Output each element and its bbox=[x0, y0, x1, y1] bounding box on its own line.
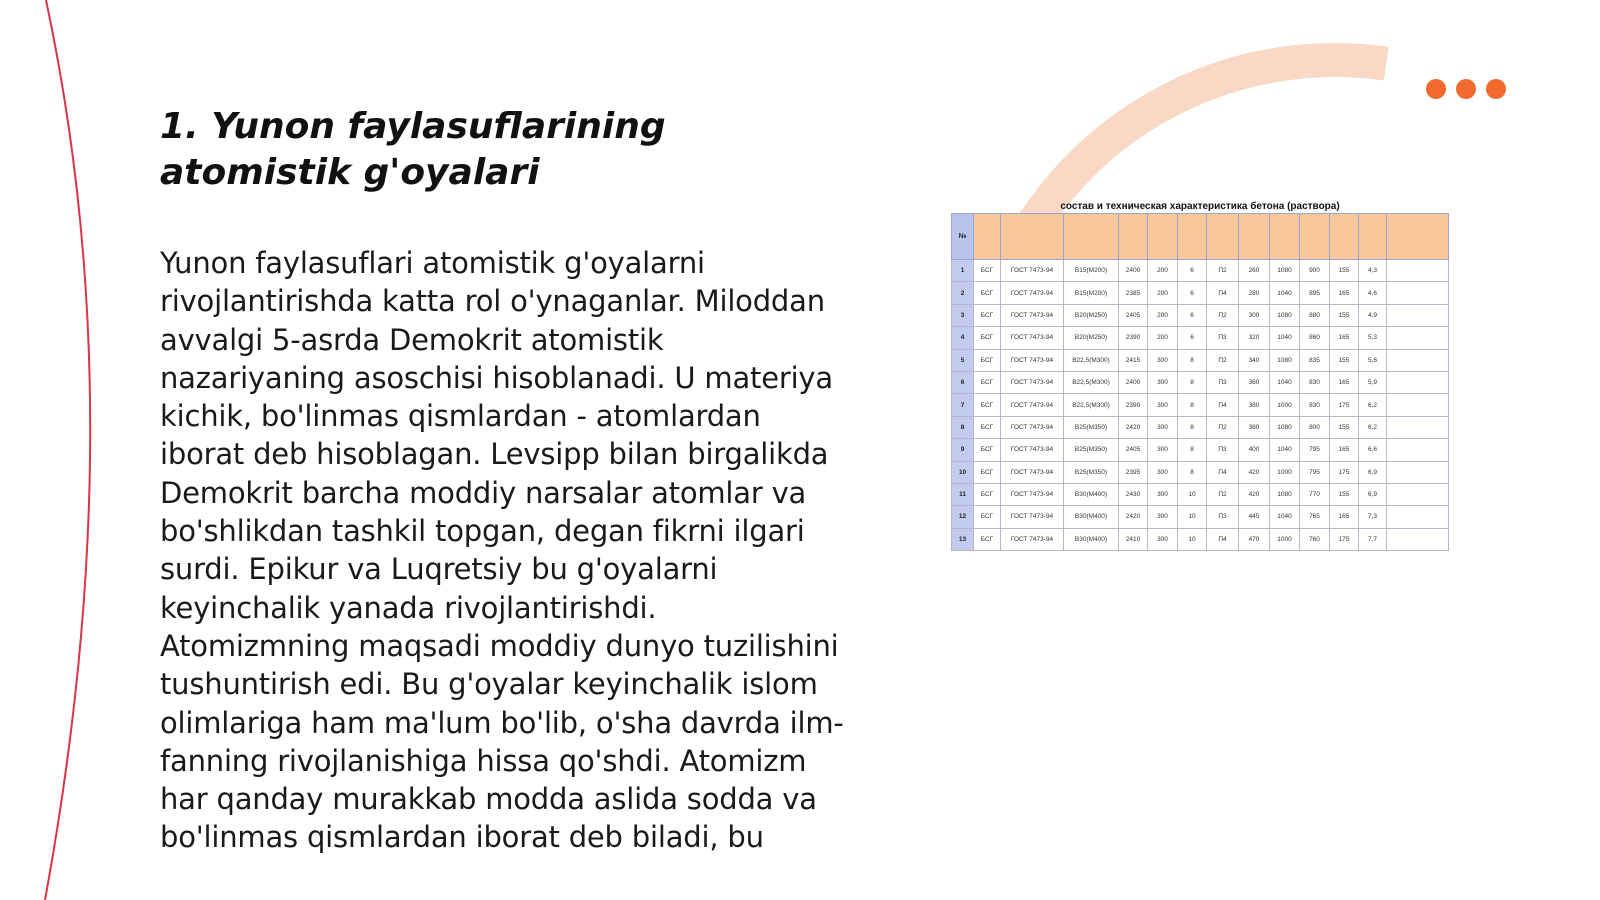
table-header-cell bbox=[1239, 214, 1270, 260]
table-cell: B25(M350) bbox=[1064, 461, 1119, 483]
table-cell: 5,9 bbox=[1359, 371, 1387, 393]
table-cell: 2390 bbox=[1119, 327, 1148, 349]
table-cell: ГОСТ 7473-94 bbox=[1001, 439, 1064, 461]
table-body bbox=[952, 260, 1449, 551]
table-cell: 7,3 bbox=[1359, 506, 1387, 528]
table-cell: БСГ bbox=[974, 394, 1001, 416]
table-cell: 830 bbox=[1300, 394, 1330, 416]
table-cell: 4,9 bbox=[1359, 304, 1387, 326]
table-cell: ГОСТ 7473-94 bbox=[1001, 260, 1064, 282]
decorative-dots bbox=[1426, 79, 1506, 99]
table-cell: 795 bbox=[1300, 461, 1330, 483]
dot-icon bbox=[1426, 79, 1446, 99]
table-cell: 155 bbox=[1330, 349, 1359, 371]
table-cell: ГОСТ 7473-94 bbox=[1001, 461, 1064, 483]
table-cell: ГОСТ 7473-94 bbox=[1001, 528, 1064, 550]
table-cell: B15(M200) bbox=[1064, 282, 1119, 304]
table-cell: 200 bbox=[1148, 260, 1178, 282]
table-cell: 880 bbox=[1300, 304, 1330, 326]
table-cell: 200 bbox=[1148, 304, 1178, 326]
table-cell: 8 bbox=[1178, 416, 1207, 438]
table-cell: 2385 bbox=[1119, 282, 1148, 304]
table-cell: 1040 bbox=[1270, 327, 1300, 349]
table-cell: 2415 bbox=[1119, 349, 1148, 371]
table-cell: 380 bbox=[1239, 394, 1270, 416]
table-cell: B30(M400) bbox=[1064, 528, 1119, 550]
table-cell: 1040 bbox=[1270, 439, 1300, 461]
table-cell: 1040 bbox=[1270, 282, 1300, 304]
table-cell: 765 bbox=[1300, 506, 1330, 528]
table-cell: ГОСТ 7473-94 bbox=[1001, 371, 1064, 393]
table-cell: БСГ bbox=[974, 461, 1001, 483]
table-cell: БСГ bbox=[974, 416, 1001, 438]
table-cell: 1040 bbox=[1270, 506, 1300, 528]
table-cell-temperatures bbox=[1387, 349, 1449, 371]
table-cell-temperatures bbox=[1387, 394, 1449, 416]
table-header-cell bbox=[1207, 214, 1239, 260]
table-cell: 835 bbox=[1300, 349, 1330, 371]
table-row bbox=[952, 483, 1449, 505]
table-cell: 10 bbox=[1178, 528, 1207, 550]
table-cell: 6,2 bbox=[1359, 394, 1387, 416]
table-row-number: 5 bbox=[952, 349, 974, 371]
slide-title: 1. Yunon faylasuflarining atomistik g'oyalari bbox=[160, 106, 666, 193]
table-cell: П2 bbox=[1207, 483, 1239, 505]
table-cell: 165 bbox=[1330, 327, 1359, 349]
table-row-number: 6 bbox=[952, 371, 974, 393]
table-cell: 2405 bbox=[1119, 439, 1148, 461]
table-cell: 2430 bbox=[1119, 483, 1148, 505]
table-cell: 6 bbox=[1178, 260, 1207, 282]
table-cell: 860 bbox=[1300, 327, 1330, 349]
table-cell: 2390 bbox=[1119, 394, 1148, 416]
slide-body-text: Yunon faylasuflari atomistik g'oyalarni rivojlantirishda katta rol o'ynaganlar. Miloddan avvalgi 5-asrda Demokrit atomistik nazariyaning asoschisi hisoblanadi. U materiya kichik, bo'linmas qismlardan - atomlardan iborat deb hisoblagan. Levsipp bilan birgalikda Demokrit barcha moddiy narsalar atomlar va bo'shlikdan tashkil topgan, degan fikrni ilgari surdi. Epikur va Luqretsiy bu g'oyalarni keyinchalik yanada rivojlantirishdi. Atomizmning maqsadi moddiy dunyo tuzilishini tushuntirish edi. Bu g'oyalar keyinchalik islom olimlariga ham ma'lum bo'lib, o'sha davrda ilm-fanning rivojlanishiga hissa qo'shdi. Atomizm har qanday murakkab modda aslida sodda va bo'linmas qismlardan iborat deb biladi, bu bbox=[160, 246, 844, 855]
table-row bbox=[952, 461, 1449, 483]
table-header-cell bbox=[1359, 214, 1387, 260]
table-cell: 155 bbox=[1330, 483, 1359, 505]
table-header-number: № bbox=[952, 214, 974, 260]
table-cell: B25(M350) bbox=[1064, 439, 1119, 461]
table-cell: 6 bbox=[1178, 304, 1207, 326]
table-header-cell bbox=[1387, 214, 1449, 260]
table-cell: 8 bbox=[1178, 394, 1207, 416]
table-cell-temperatures bbox=[1387, 371, 1449, 393]
table-cell: ГОСТ 7473-94 bbox=[1001, 394, 1064, 416]
table-cell: 155 bbox=[1330, 260, 1359, 282]
table-cell: П3 bbox=[1207, 439, 1239, 461]
table-cell: БСГ bbox=[974, 528, 1001, 550]
table-cell: 400 bbox=[1239, 439, 1270, 461]
table-cell: 165 bbox=[1330, 506, 1359, 528]
table-header-row bbox=[952, 214, 1449, 260]
table-header-cell bbox=[1001, 214, 1064, 260]
table-cell: 300 bbox=[1148, 371, 1178, 393]
table-cell: 2395 bbox=[1119, 461, 1148, 483]
table-row-number: 4 bbox=[952, 327, 974, 349]
table-cell: 300 bbox=[1148, 416, 1178, 438]
table-cell: 200 bbox=[1148, 327, 1178, 349]
table-cell: БСГ bbox=[974, 282, 1001, 304]
table-cell: ГОСТ 7473-94 bbox=[1001, 327, 1064, 349]
table-cell: 2420 bbox=[1119, 506, 1148, 528]
table-cell: П2 bbox=[1207, 260, 1239, 282]
table-cell: B22,5(M300) bbox=[1064, 371, 1119, 393]
table-cell: B20(M250) bbox=[1064, 327, 1119, 349]
table-cell: П3 bbox=[1207, 327, 1239, 349]
table-cell: 795 bbox=[1300, 439, 1330, 461]
table-row-number: 8 bbox=[952, 416, 974, 438]
table-cell: 8 bbox=[1178, 439, 1207, 461]
table-row bbox=[952, 282, 1449, 304]
table-cell: БСГ bbox=[974, 483, 1001, 505]
table-cell: ГОСТ 7473-94 bbox=[1001, 416, 1064, 438]
table-cell: 830 bbox=[1300, 371, 1330, 393]
table-cell: B30(M400) bbox=[1064, 483, 1119, 505]
table-cell: 300 bbox=[1148, 439, 1178, 461]
table-cell-temperatures bbox=[1387, 416, 1449, 438]
table-cell: П2 bbox=[1207, 416, 1239, 438]
table-header-cell bbox=[1178, 214, 1207, 260]
decorative-red-line bbox=[45, 0, 90, 900]
table-cell: 300 bbox=[1148, 528, 1178, 550]
table-cell: 155 bbox=[1330, 304, 1359, 326]
table-row bbox=[952, 327, 1449, 349]
table-cell: 6,6 bbox=[1359, 439, 1387, 461]
table-cell: 7,7 bbox=[1359, 528, 1387, 550]
table-cell: 175 bbox=[1330, 528, 1359, 550]
table-cell: 1000 bbox=[1270, 394, 1300, 416]
table-cell-temperatures bbox=[1387, 461, 1449, 483]
table-cell: 155 bbox=[1330, 416, 1359, 438]
table-cell-temperatures bbox=[1387, 260, 1449, 282]
table-header-cell bbox=[1119, 214, 1148, 260]
table-cell: БСГ bbox=[974, 349, 1001, 371]
table-cell: 1080 bbox=[1270, 260, 1300, 282]
table-row bbox=[952, 371, 1449, 393]
table-row bbox=[952, 304, 1449, 326]
table-cell: 175 bbox=[1330, 461, 1359, 483]
table-row bbox=[952, 260, 1449, 282]
table-cell: 8 bbox=[1178, 349, 1207, 371]
table-header-cell bbox=[1148, 214, 1178, 260]
table-cell: П4 bbox=[1207, 394, 1239, 416]
table-cell: 1040 bbox=[1270, 371, 1300, 393]
table-cell: 380 bbox=[1239, 416, 1270, 438]
table-cell-temperatures bbox=[1387, 282, 1449, 304]
table-cell: B20(M250) bbox=[1064, 304, 1119, 326]
table-cell: 760 bbox=[1300, 528, 1330, 550]
table-cell: 200 bbox=[1148, 282, 1178, 304]
table-cell: 2410 bbox=[1119, 528, 1148, 550]
table-cell: 165 bbox=[1330, 439, 1359, 461]
table-cell: 770 bbox=[1300, 483, 1330, 505]
table-cell: B22,5(M300) bbox=[1064, 349, 1119, 371]
table-cell: B25(M350) bbox=[1064, 416, 1119, 438]
table-cell: 470 bbox=[1239, 528, 1270, 550]
concrete-table-image bbox=[951, 200, 1449, 551]
table-cell: 800 bbox=[1300, 416, 1330, 438]
table-cell-temperatures bbox=[1387, 506, 1449, 528]
table-row bbox=[952, 394, 1449, 416]
table-cell: 280 bbox=[1239, 282, 1270, 304]
table-cell: ГОСТ 7473-94 bbox=[1001, 506, 1064, 528]
table-cell: 1080 bbox=[1270, 483, 1300, 505]
table-cell-temperatures bbox=[1387, 327, 1449, 349]
table-cell: 1000 bbox=[1270, 528, 1300, 550]
table-caption: состав и техническая характеристика бетона (раствора) bbox=[1060, 201, 1340, 212]
table-cell: 6,9 bbox=[1359, 483, 1387, 505]
table-cell: 2400 bbox=[1119, 371, 1148, 393]
table-row-number: 13 bbox=[952, 528, 974, 550]
table-row-number: 9 bbox=[952, 439, 974, 461]
table-cell: ГОСТ 7473-94 bbox=[1001, 282, 1064, 304]
table-cell: B22,5(M300) bbox=[1064, 394, 1119, 416]
table-row-number: 7 bbox=[952, 394, 974, 416]
table-cell: 300 bbox=[1148, 483, 1178, 505]
table-cell: П4 bbox=[1207, 282, 1239, 304]
table-cell: 300 bbox=[1148, 349, 1178, 371]
table-cell: 300 bbox=[1148, 394, 1178, 416]
table-cell: БСГ bbox=[974, 371, 1001, 393]
table-row-number: 10 bbox=[952, 461, 974, 483]
table-row-number: 12 bbox=[952, 506, 974, 528]
table-cell: ГОСТ 7473-94 bbox=[1001, 483, 1064, 505]
table-cell: 2405 bbox=[1119, 304, 1148, 326]
table-cell: П2 bbox=[1207, 304, 1239, 326]
table-cell: БСГ bbox=[974, 439, 1001, 461]
table-cell: 2400 bbox=[1119, 260, 1148, 282]
table-cell: 6,2 bbox=[1359, 416, 1387, 438]
table-row bbox=[952, 506, 1449, 528]
table-cell: П4 bbox=[1207, 461, 1239, 483]
table-header-cell bbox=[1270, 214, 1300, 260]
table-cell: 420 bbox=[1239, 483, 1270, 505]
table-cell-temperatures bbox=[1387, 439, 1449, 461]
table-cell: 4,6 bbox=[1359, 282, 1387, 304]
table-cell: П2 bbox=[1207, 349, 1239, 371]
table-cell: 6 bbox=[1178, 327, 1207, 349]
table-cell: 165 bbox=[1330, 282, 1359, 304]
table-cell: 260 bbox=[1239, 260, 1270, 282]
table-cell: 300 bbox=[1148, 461, 1178, 483]
table-cell: 5,3 bbox=[1359, 327, 1387, 349]
table-cell: П3 bbox=[1207, 371, 1239, 393]
table-cell: 8 bbox=[1178, 371, 1207, 393]
table-cell: БСГ bbox=[974, 327, 1001, 349]
table-cell: 445 bbox=[1239, 506, 1270, 528]
dot-icon bbox=[1456, 79, 1476, 99]
table-cell: 320 bbox=[1239, 327, 1270, 349]
table-cell: 175 bbox=[1330, 394, 1359, 416]
concrete-table bbox=[951, 213, 1449, 551]
table-cell: 1000 bbox=[1270, 461, 1300, 483]
table-cell: 4,3 bbox=[1359, 260, 1387, 282]
table-cell: 8 bbox=[1178, 461, 1207, 483]
table-cell: 895 bbox=[1300, 282, 1330, 304]
table-row-number: 11 bbox=[952, 483, 974, 505]
table-row-number: 3 bbox=[952, 304, 974, 326]
table-cell: 10 bbox=[1178, 506, 1207, 528]
table-cell: 1080 bbox=[1270, 349, 1300, 371]
table-cell: 6 bbox=[1178, 282, 1207, 304]
table-row bbox=[952, 349, 1449, 371]
table-cell: БСГ bbox=[974, 506, 1001, 528]
table-cell: 10 bbox=[1178, 483, 1207, 505]
table-row bbox=[952, 439, 1449, 461]
table-cell-temperatures bbox=[1387, 304, 1449, 326]
table-header-cell bbox=[974, 214, 1001, 260]
table-row-number: 1 bbox=[952, 260, 974, 282]
table-cell: 300 bbox=[1239, 304, 1270, 326]
table-cell: B15(M200) bbox=[1064, 260, 1119, 282]
table-cell-temperatures bbox=[1387, 528, 1449, 550]
table-cell: 340 bbox=[1239, 349, 1270, 371]
table-cell: ГОСТ 7473-94 bbox=[1001, 349, 1064, 371]
table-cell: 1080 bbox=[1270, 304, 1300, 326]
table-cell: 1080 bbox=[1270, 416, 1300, 438]
table-cell: 5,6 bbox=[1359, 349, 1387, 371]
table-header-cell bbox=[1300, 214, 1330, 260]
table-cell: ГОСТ 7473-94 bbox=[1001, 304, 1064, 326]
table-cell-temperatures bbox=[1387, 483, 1449, 505]
table-row bbox=[952, 416, 1449, 438]
table-cell: 420 bbox=[1239, 461, 1270, 483]
table-row bbox=[952, 528, 1449, 550]
table-cell: 360 bbox=[1239, 371, 1270, 393]
table-cell: 900 bbox=[1300, 260, 1330, 282]
table-cell: 300 bbox=[1148, 506, 1178, 528]
table-cell: 165 bbox=[1330, 371, 1359, 393]
table-cell: B30(M400) bbox=[1064, 506, 1119, 528]
dot-icon bbox=[1486, 79, 1506, 99]
table-cell: П3 bbox=[1207, 506, 1239, 528]
table-cell: 2420 bbox=[1119, 416, 1148, 438]
table-header-cell bbox=[1330, 214, 1359, 260]
table-header-cell bbox=[1064, 214, 1119, 260]
table-row-number: 2 bbox=[952, 282, 974, 304]
table-cell: П4 bbox=[1207, 528, 1239, 550]
table-cell: 6,9 bbox=[1359, 461, 1387, 483]
table-cell: БСГ bbox=[974, 260, 1001, 282]
table-cell: БСГ bbox=[974, 304, 1001, 326]
